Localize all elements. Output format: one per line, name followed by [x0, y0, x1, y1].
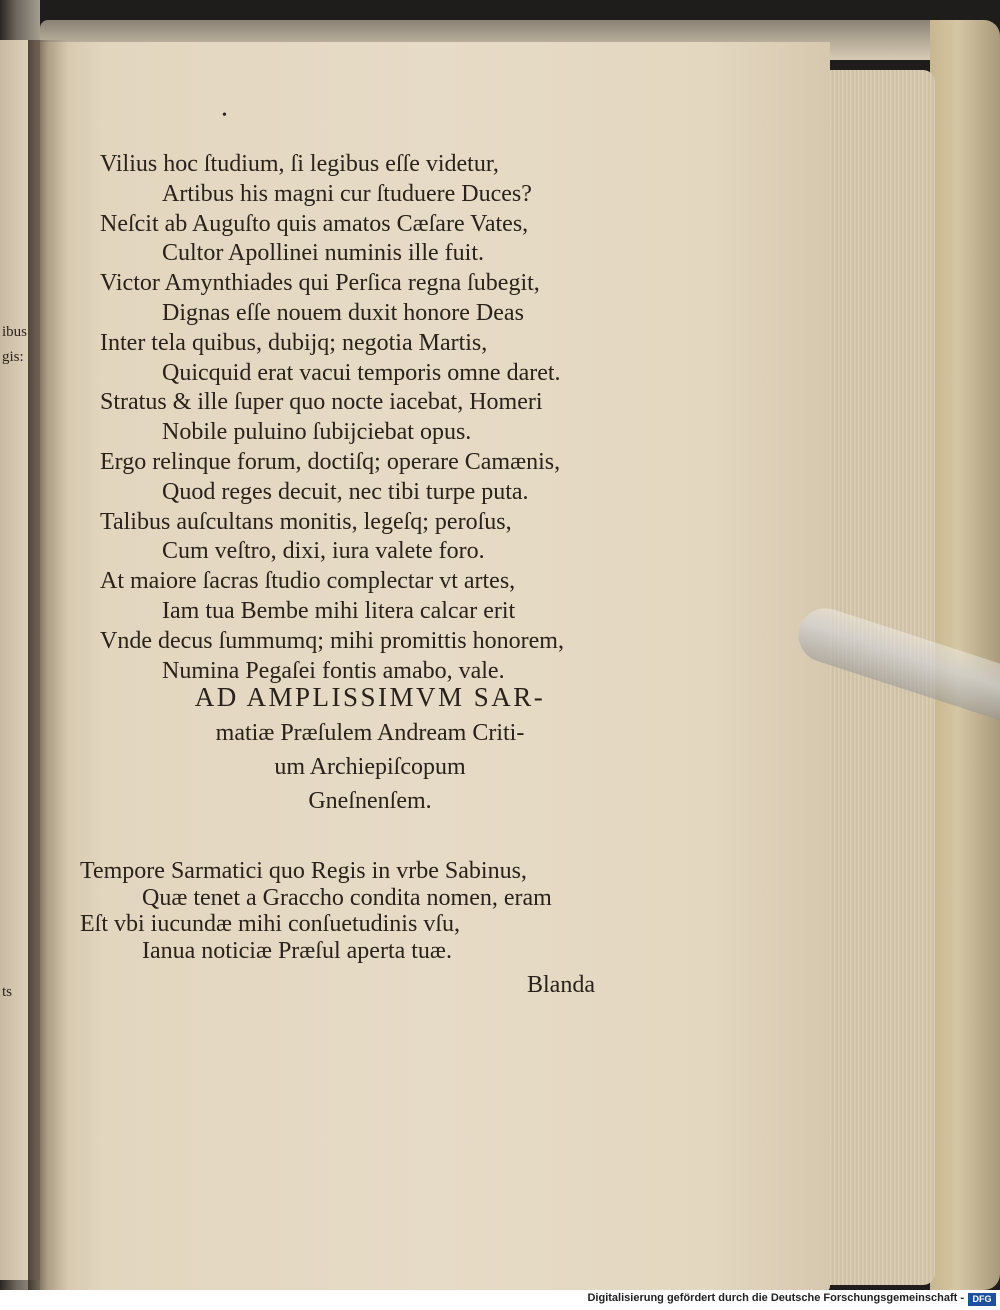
heading-line: matiæ Præſulem Andream Criti- [215, 720, 525, 746]
verse-line: Numina Pegaſei fontis amabo, vale. [162, 657, 505, 684]
poem-first [100, 150, 564, 686]
book-gutter [28, 40, 68, 1290]
verse-line: Vilius hoc ſtudium, ſi legibus eſſe videtur, [100, 151, 499, 177]
left-margin-fragment: ts [2, 984, 13, 1000]
verse-line: Quod reges decuit, nec tibi turpe puta. [162, 478, 529, 505]
verse-line: Cum veſtro, dixi, iura valete foro. [162, 538, 485, 565]
footer-banner [0, 1290, 1000, 1310]
verse-line: Artibus his magni cur ſtuduere Duces? [162, 180, 532, 207]
poem-heading [100, 678, 640, 818]
verse-line: Cultor Apollinei numinis ille fuit. [162, 240, 484, 267]
verse-line: Stratus & ille ſuper quo nocte iacebat, Homeri [100, 389, 543, 416]
ink-dot: • [222, 108, 227, 123]
verse-line: Victor Amynthiades qui Perſica regna ſubegit, [100, 270, 540, 297]
verse-line: Vnde decus ſummumq; mihi promittis honorem, [100, 627, 564, 654]
verse-line: Quæ tenet a Graccho condita nomen, eram [142, 884, 552, 911]
verse-line: Inter tela quibus, dubijq; negotia Martis, [100, 329, 488, 356]
dfg-logo: DFG [968, 1293, 996, 1306]
heading-line: AD AMPLISSIMVM SAR- [194, 682, 546, 712]
verse-line: Ergo relinque forum, doctiſq; operare Camænis, [100, 448, 561, 475]
verse-line: Tempore Sarmatici quo Regis in vrbe Sabinus, [80, 858, 527, 884]
poem-second [80, 858, 552, 964]
verse-line: Talibus auſcultans monitis, legeſq; peroſus, [100, 508, 512, 535]
catchword: Blanda [527, 972, 595, 998]
left-margin-fragment: ibus [2, 324, 28, 340]
verse-line: Dignas eſſe nouem duxit honore Deas [162, 299, 524, 326]
verse-line: Nobile puluino ſubijciebat opus. [162, 419, 472, 446]
left-margin-fragment: gis: [2, 349, 24, 365]
verse-line: Ianua noticiæ Præſul aperta tuæ. [142, 937, 452, 964]
heading-line: Gneſnenſem. [308, 788, 432, 814]
verse-line: Neſcit ab Auguſto quis amatos Cæſare Vates, [100, 210, 529, 237]
verse-line: Iam tua Bembe mihi litera calcar erit [162, 597, 516, 624]
verse-line: At maiore ſacras ſtudio complectar vt artes, [100, 568, 516, 595]
verse-line: Quicquid erat vacui temporis omne daret. [162, 359, 561, 386]
footer-credit: Digitalisierung gefördert durch die Deutsche Forschungsgemeinschaft - [587, 1292, 964, 1304]
verse-line: Eſt vbi iucundæ mihi conſuetudinis vſu, [80, 911, 460, 937]
heading-line: um Archiepiſcopum [274, 754, 466, 780]
